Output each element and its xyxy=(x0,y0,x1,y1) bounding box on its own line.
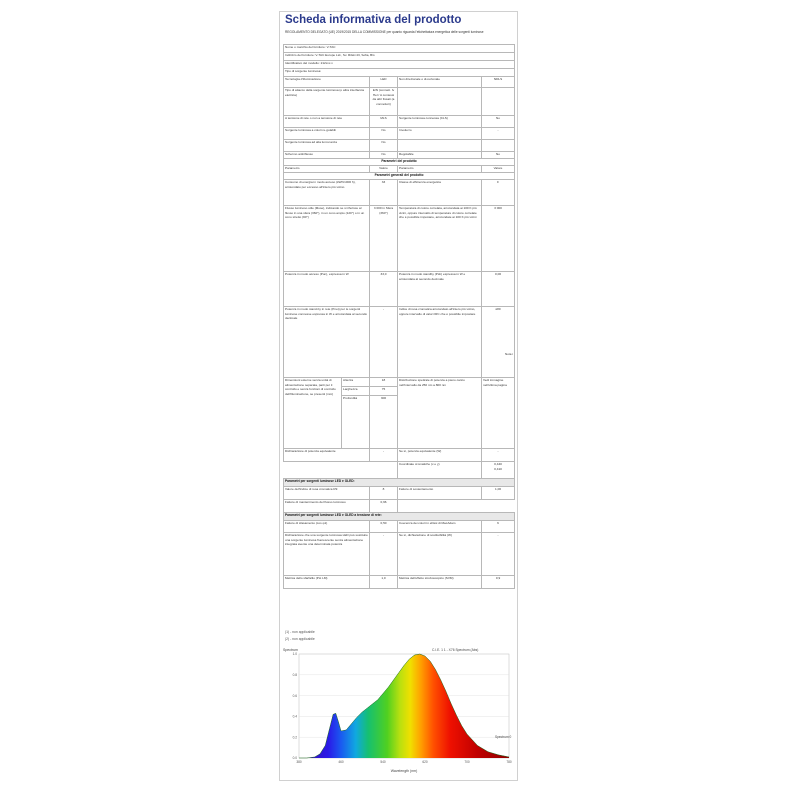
model-id-row: Identificativo del modello: 212xxx.x xyxy=(284,61,515,69)
cell-label: Distribuzione spettrale di potenza a pieno carico nell'intervallo da 250 nm a 800 nm xyxy=(398,378,482,449)
cell-value: 0,96 xyxy=(370,500,398,513)
footnote-mark: Nota i xyxy=(504,351,514,356)
x-axis-label: Wavelength (nm) xyxy=(390,769,418,773)
cell-value: - xyxy=(370,533,398,576)
supplier-name-row: Nome o marchio del fornitore: V-TAC xyxy=(284,45,515,53)
legend-entry: C.I.E. 1 1 - X76 Spectrum (Abs) xyxy=(432,648,479,652)
y-tick-label: 0.8 xyxy=(292,673,297,677)
cell-value: - xyxy=(482,533,515,576)
cell-label: Coordinate cromatiche (x e y) xyxy=(398,462,482,479)
cell-value: No xyxy=(370,140,398,152)
cell-value: 33,0 xyxy=(370,272,398,307)
cell-value: 3 000 in Sfera (360°) xyxy=(370,206,398,272)
cell-label: Potenza in modo stand-by in rete (Pnet) per le sorgenti luminose connesse espressa in W e arrotondata al secondo decimale xyxy=(284,307,370,378)
cri-value: ≥80 xyxy=(495,307,501,311)
cell-label: Se sì, potenza equivalente (W) xyxy=(398,449,482,462)
x-tick-label: 540 xyxy=(380,760,386,764)
y-tick-label: 1.0 xyxy=(292,652,297,657)
cell-label: Potenza in modo standby (Psb) espressa in W e arrotondata al secondo decimale xyxy=(398,272,482,307)
cell-label xyxy=(398,88,482,116)
cell-label: Sorgente luminosa connessa (CLS) xyxy=(398,116,482,128)
cell-label: Flusso luminoso utile (Φuse), indicando se si riferisce al flusso in una sfera (360°), in un cono ampio (120°) o in un cono stretto (90°) xyxy=(284,206,370,272)
y-tick-label: 0.0 xyxy=(292,756,297,761)
cell-value: 0,00 xyxy=(482,272,515,307)
dim-label: Profondità xyxy=(342,396,370,449)
cell-label: Involucro xyxy=(398,128,482,140)
cell-value xyxy=(482,88,515,116)
cell-value: LED xyxy=(370,77,398,88)
x-tick-label: 620 xyxy=(422,760,428,764)
cell-label: Dichiarazione che una sorgente luminosa LED può sostituire una sorgente luminosa fluorescente senza alimentazione integrata avente una determinata potenza xyxy=(284,533,370,576)
cell-value: NDLS xyxy=(482,77,515,88)
cell-value: 1,0 xyxy=(370,576,398,589)
cell-value: 0,440 0,410 xyxy=(482,462,515,479)
cell-value: 0,9 xyxy=(482,576,515,589)
x-tick-label: 780 xyxy=(506,760,512,764)
cell-label: A tensione di rete o non a tensione di rete xyxy=(284,116,370,128)
cell-value: No xyxy=(370,128,398,140)
section-heading: Parametri del prodotto xyxy=(284,159,515,166)
cell-value: No xyxy=(370,152,398,159)
cell-value xyxy=(482,140,515,152)
x-tick-label: 700 xyxy=(464,760,470,764)
intro-text: REGOLAMENTO DELEGATO (UE) 2019/2015 DELLA COMMISSIONE per quanto riguarda l'etichettatura energetica delle sorgenti luminose xyxy=(285,30,484,34)
cell-value: No xyxy=(482,152,515,159)
section-heading: Parametri per sorgenti luminose LED e OLED a tensione di rete: xyxy=(284,513,515,521)
cell-value: 1,00 xyxy=(482,487,515,500)
cell-label: Non direzionale o di-rezionale xyxy=(398,77,482,88)
cell-label: Se sì, dichiarazione di sostituibilità (W) xyxy=(398,533,482,576)
col-header: Parametro xyxy=(398,166,482,173)
product-info-table xyxy=(283,44,515,589)
cell-label: Consumo di energia in modo acceso (kWh/1000 h), arrotondato per eccesso all'intero più vicino xyxy=(284,180,370,206)
y-axis-label: Spectrum xyxy=(283,648,298,652)
spectrum-chart xyxy=(282,644,514,776)
dim-value: 300 xyxy=(370,396,398,449)
cell-value: F xyxy=(482,180,515,206)
y-tick-label: 0.2 xyxy=(292,735,297,740)
cell-value: 6 xyxy=(482,521,515,533)
col-header: Parametro xyxy=(284,166,370,173)
cell-label: Tecnologia d'illuminazione xyxy=(284,77,370,88)
y-ticks xyxy=(293,652,298,760)
cell-label: Metrica dello sfarfallio (Pst LM) xyxy=(284,576,370,589)
dim-label: Larghezza xyxy=(342,387,370,396)
cell-label: Valore dell'indice di resa cromatica R9 xyxy=(284,487,370,500)
x-ticks xyxy=(296,760,512,764)
source-type-row: Tipo di sorgente luminosa: xyxy=(284,69,515,77)
page-title: Scheda informativa del prodotto xyxy=(285,14,462,26)
cell-value: MLS xyxy=(370,116,398,128)
cell-label: Regolabile xyxy=(398,152,482,159)
section-heading: Parametri generali del prodotto xyxy=(284,173,515,180)
cell-label: Fattore di sfasamento (cos φ1) xyxy=(284,521,370,533)
footnote: (1) - non applicabile xyxy=(285,630,315,634)
x-tick-label: 380 xyxy=(296,760,302,764)
cell-label: Schermo antiriflesso xyxy=(284,152,370,159)
cell-label: Sorgente luminosa ad alta lumi-nanza xyxy=(284,140,370,152)
cell-label: Temperatura di colore correlata, arrotondata ai 100 K più vicini, oppure intervallo di temperature di colore correlate che è possibile impostare, arrotondate ai 100 K più vicini xyxy=(398,206,482,272)
dim-label: Altezza xyxy=(342,378,370,387)
col-header: Valore xyxy=(482,166,515,173)
cell-label: Potenza in modo acceso (Pon), espressa in W xyxy=(284,272,370,307)
dim-value: 75 xyxy=(370,387,398,396)
cell-value: - xyxy=(370,449,398,462)
dim-value: 18 xyxy=(370,378,398,387)
cell-value: E/N (connett. Iv Hel / A contessi da altri fissati (a connettori) xyxy=(370,88,398,116)
cell-value: 0,50 xyxy=(370,521,398,533)
cell-value: 33 xyxy=(370,180,398,206)
footnote: (2) - non applicabile xyxy=(285,637,315,641)
cell-value: 3 000 xyxy=(482,206,515,272)
cell-label xyxy=(398,140,482,152)
cell-label: Dimensioni esterne senza unità di alimentazione separata, parti per il controllo e senza funzioni di controllo dell'illuminazione, se presenti (mm) xyxy=(284,378,342,449)
y-tick-label: 0.4 xyxy=(292,714,297,719)
cell-value: 8 xyxy=(370,487,398,500)
y-tick-label: 0.6 xyxy=(292,693,297,698)
cell-label: Dichiarazione di potenza equivalente xyxy=(284,449,370,462)
cell-value: - xyxy=(482,449,515,462)
cell-label: Indice di resa cromatica arrotondato all'intero più vicino, oppure intervallo di valori IRC che è possibile impostare xyxy=(398,307,482,378)
supplier-address-row: Indirizzo del fornitore: V-TAC Europe Ltd., Sv. Rilski 43, Sofia, BG xyxy=(284,53,515,61)
right-annotation: Spectrum 0 xyxy=(495,735,512,739)
cell-label: Fattore di mantenimento del flusso luminoso xyxy=(284,500,370,513)
cell-value: Vedi immagine nell'ultima pagina xyxy=(482,378,515,449)
col-header: Valore xyxy=(370,166,398,173)
cell-label: Tipo di attacco della sorgente luminosa (o altra interfaccia elettrica) xyxy=(284,88,370,116)
cell-label: Fattore di sostentamento xyxy=(398,487,482,500)
cell-label: Classe di efficienza energetica xyxy=(398,180,482,206)
cell-value xyxy=(482,307,515,378)
section-heading: Parametri per sorgenti luminose LED e OLED: xyxy=(284,479,515,487)
x-tick-label: 460 xyxy=(338,760,344,764)
cell-value: - xyxy=(482,128,515,140)
cell-value: - xyxy=(370,307,398,378)
cell-label: Coerenza dei colori in ellissi di MacAdam xyxy=(398,521,482,533)
cell-label: Sorgente luminosa a colori re-golabili xyxy=(284,128,370,140)
cell-label: Metrica dell'effetto stroboscopico (SVM) xyxy=(398,576,482,589)
cell-value: No xyxy=(482,116,515,128)
